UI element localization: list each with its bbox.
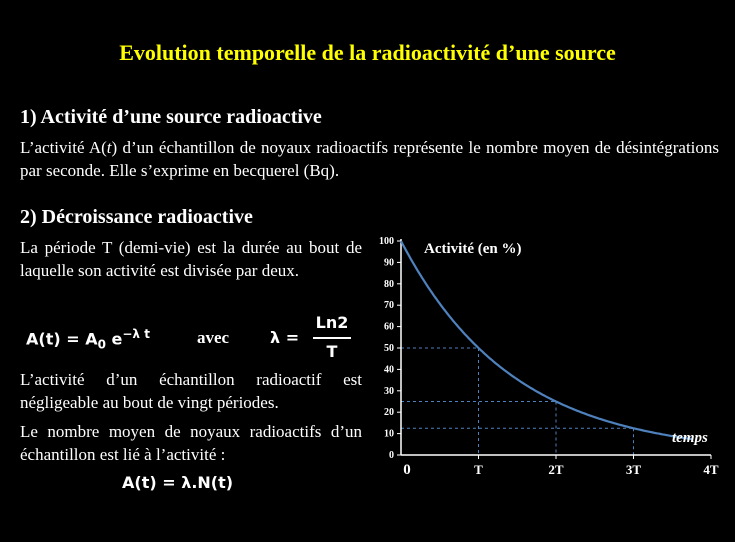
x-tick-label: 4T	[703, 462, 719, 477]
x-tick-label: T	[474, 462, 483, 477]
section2-heading: 2) Décroissance radioactive	[20, 206, 253, 228]
fraction-denominator: T	[326, 342, 338, 361]
activity-relation-formula: A(t) = λ.N(t)	[122, 473, 234, 492]
chart-guides	[401, 348, 634, 455]
chart-title: Activité (en %)	[424, 241, 522, 257]
lambda-equals: λ =	[270, 328, 300, 347]
fraction-numerator: Ln2	[315, 313, 349, 332]
section2-paragraph-periode: La période T (demi-vie) est la durée au bout de laquelle son activité est divisée par deux.	[20, 238, 362, 280]
y-tick-label: 0	[389, 450, 394, 461]
section1-text-part1: L’activité A(	[20, 138, 107, 157]
decay-formula-subscript: 0	[97, 337, 106, 352]
y-tick-label: 100	[379, 236, 394, 247]
y-tick-label: 30	[384, 385, 394, 397]
y-tick-label: 40	[384, 364, 394, 376]
decay-formula-e: e	[105, 329, 123, 349]
section2-paragraph-lien: Le nombre moyen de noyaux radioactifs d’un échantillon est lié à l’activité :	[20, 422, 362, 464]
y-tick-label: 50	[384, 343, 394, 354]
section1-italic-t: t	[106, 138, 112, 157]
y-tick-label: 10	[384, 428, 394, 440]
chart-x-axis-label: temps	[672, 430, 708, 446]
y-tick-label: 80	[384, 278, 394, 290]
decay-formula-left: A(t) = A	[26, 329, 98, 349]
avec-label: avec	[197, 328, 230, 347]
y-tick-label: 60	[384, 321, 394, 333]
section1-heading: 1) Activité d’une source radioactive	[20, 106, 322, 128]
y-tick-label: 70	[384, 300, 394, 312]
x-tick-label: 3T	[625, 462, 642, 477]
x-tick-label: 0	[403, 462, 411, 478]
decay-formula-exponent: −λ t	[122, 327, 150, 341]
y-tick-label: 90	[384, 257, 394, 269]
slide-title: Evolution temporelle de la radioactivité d’une source	[119, 40, 616, 65]
chart-series-line	[401, 241, 692, 439]
x-tick-label: 2T	[548, 462, 564, 477]
y-tick-label: 20	[384, 407, 394, 419]
section1-text-part2: ) d’un échantillon de noyaux radioactifs représente le nombre moyen de désintégrations par seconde. Elle s’exprime en becquerel (Bq).	[20, 138, 720, 180]
section2-paragraph-negligeable: L’activité d’un échantillon radioactif est négligeable au bout de vingt périodes.	[20, 370, 362, 412]
chart-y-ticks	[379, 236, 401, 461]
chart-x-ticks	[403, 455, 719, 478]
